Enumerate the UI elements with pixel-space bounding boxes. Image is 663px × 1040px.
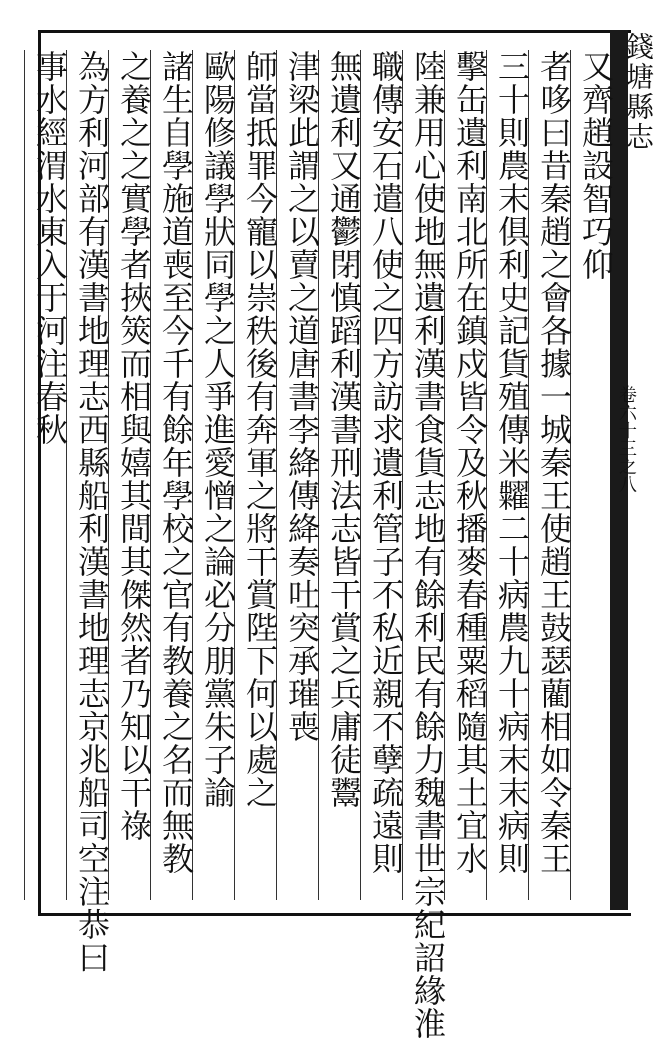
text-column-3: 三十則農末俱利史記貨殖傳米糶二十病農九十病末末病則: [486, 50, 535, 900]
text-column-7: 無遺利又通鬱閉慎蹈利漢書刑法志皆干賞之兵庸徒鬻: [318, 50, 367, 900]
page-header-title: 錢塘縣志: [622, 32, 655, 152]
text-column-12: 之養之之實學者挾筴而相與嬉其間其傑然者乃知以干祿: [108, 50, 157, 900]
text-column-6: 職傳安石遣八使之四方訪求遺利管子不私近親不孽疏遠則: [360, 50, 409, 900]
text-column-4: 擊缶遺利南北所在鎮戍皆令及秋播麥春種粟稻隨其土宜水: [444, 50, 493, 900]
text-column-9: 師當抵罪今寵以崇秩後有奔軍之將干賞陛下何以處之: [234, 50, 283, 900]
text-column-2: 者哆曰昔秦趙之會各據一城秦王使趙王鼓瑟藺相如令秦王: [528, 50, 577, 900]
text-column-11: 諸生自學施道喪至今千有餘年學校之官有教養之名而無教: [150, 50, 199, 900]
page-folio: 卷六十三之八: [616, 385, 637, 493]
text-column-8: 津梁此謂之以賣之道唐書李絳傳絳奏吐突承璀喪: [276, 50, 325, 900]
text-column-5: 陸兼用心使地無遺利漢書食貨志地有餘利民有餘力魏書世宗紀詔緣淮: [402, 50, 451, 900]
text-column-13: 為方利河部有漢書地理志西縣船利漢書地理志京兆船司空注恭曰: [66, 50, 115, 900]
text-column-1: 又齊趙設智巧仰: [570, 50, 619, 900]
text-column-14: 事水經渭水東入于河注春秋: [24, 50, 73, 900]
text-column-10: 歐陽修議學狀同學之人爭進愛憎之論必分朋黨朱子諭: [192, 50, 241, 900]
